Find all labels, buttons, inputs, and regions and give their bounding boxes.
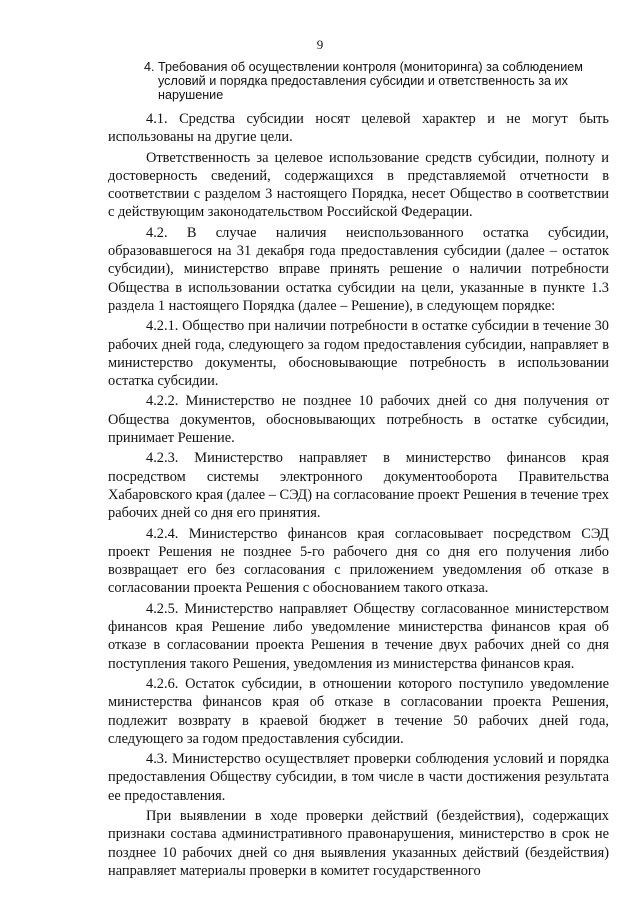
paragraph-4-2-6: 4.2.6. Остаток субсидии, в отношении которого поступило уведомление министерства финансов края об отказе в согласовании проекта Решения, подлежит возврату в краевой бюджет в течение 50 рабочих дней года, следующего за годом предоставления субсидии.	[108, 675, 609, 747]
paragraph-4-2-4: 4.2.4. Министерство финансов края согласовывает посредством СЭД проект Решения не позднее 5-го рабочего дня со дня его получения либо возвращает его без согласования с приложением уведомления об отказе в согласовании проекта Решения с обоснованием такого отказа.	[108, 525, 609, 597]
paragraph-4-2-2: 4.2.2. Министерство не позднее 10 рабочих дней со дня получения от Общества документов, обосновывающих потребность в остатке субсидии, принимает Решение.	[108, 393, 609, 447]
paragraph-4-2-5: 4.2.5. Министерство направляет Обществу согласованное министерством финансов края Решение либо уведомление министерства финансов края об отказе в согласовании проекта Решения в течение двух рабочих дней со дня поступления такого Решения, уведомления из министерства финансов края.	[108, 600, 609, 672]
paragraph-4-2-1: 4.2.1. Общество при наличии потребности в остатке субсидии в течение 30 рабочих дней года, следующего за годом предоставления субсидии, направляет в министерство документы, обосновывающие потребность в использовании остатка субсидии.	[108, 318, 609, 390]
body-text	[108, 110, 609, 880]
section-heading-number: 4.	[144, 60, 155, 74]
page-number: 9	[316, 37, 324, 52]
paragraph-responsibility: Ответственность за целевое использование средств субсидии, полноту и достоверность сведений, содержащихся в представляемой отчетности в соответствии с разделом 3 настоящего Порядка, несет Общество в соответствии с действующим законодательством Российской Федерации.	[108, 149, 609, 221]
paragraph-4-2-3: 4.2.3. Министерство направляет в министерство финансов края посредством системы электронного документооборота Правительства Хабаровского края (далее – СЭД) на согласование проект Решения в течение трех рабочих дней со дня его принятия.	[108, 450, 610, 522]
section-heading-text: Требования об осуществлении контроля (мониторинга) за соблюдением условий и порядка предоставления субсидии и ответственность за их нарушение	[158, 60, 583, 102]
section-heading	[144, 60, 584, 102]
paragraph-4-2: 4.2. В случае наличия неиспользованного остатка субсидии, образовавшегося на 31 декабря года предоставления субсидии (далее – остаток субсидии), министерство вправе принять решение о наличии потребности Общества в использовании остатка субсидии на цели, указанные в пункте 1.3 раздела 1 настоящего Порядка (далее – Решение), в следующем порядке:	[108, 224, 609, 314]
paragraph-4-3: 4.3. Министерство осуществляет проверки соблюдения условий и порядка предоставления Обществу субсидии, в том числе в части достижения результата ее предоставления.	[108, 751, 609, 804]
paragraph-violations: При выявлении в ходе проверки действий (бездействия), содержащих признаки состава административного правонарушения, министерство в срок не позднее 10 рабочих дней со дня выявления указанных действий (бездействия) направляет материалы проверки в комитет государственного	[108, 807, 609, 879]
paragraph-4-1: 4.1. Средства субсидии носят целевой характер и не могут быть использованы на другие цели.	[108, 111, 609, 146]
